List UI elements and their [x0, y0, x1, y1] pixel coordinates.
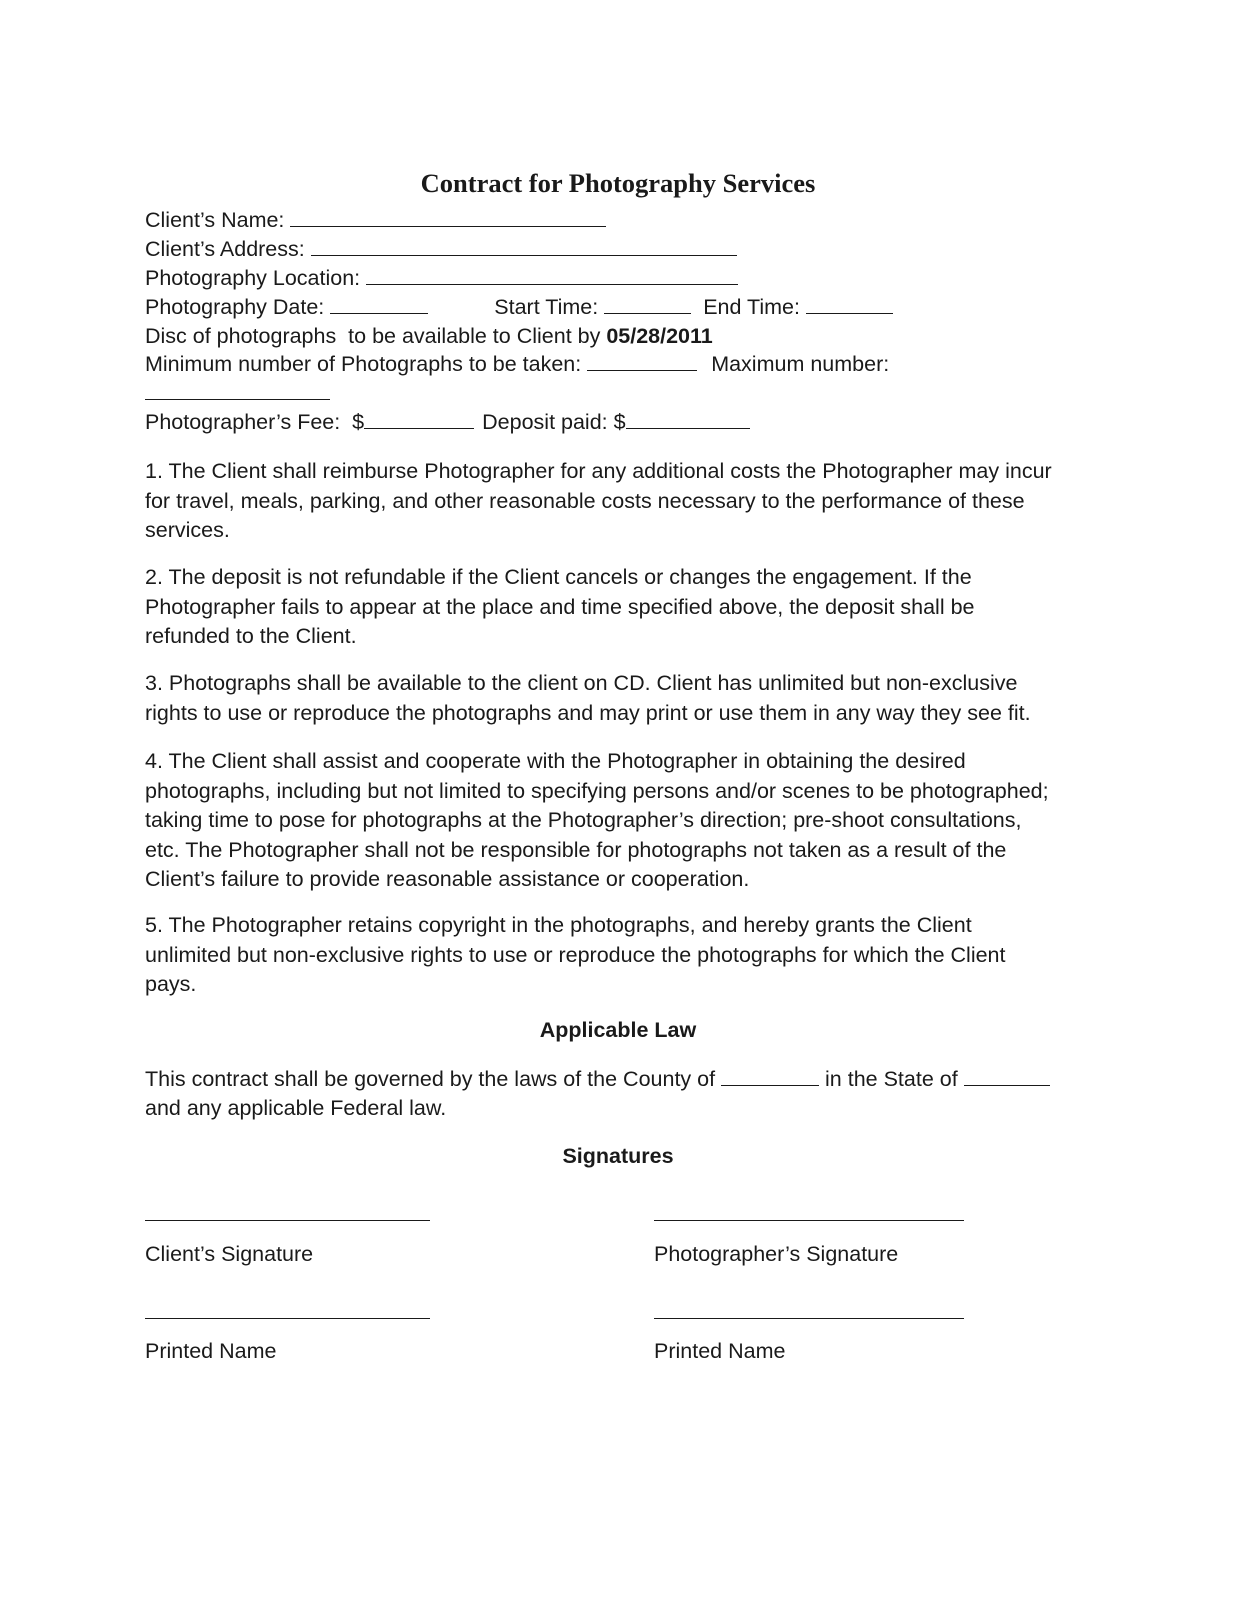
clause-line: for travel, meals, parking, and other reasonable costs necessary to the performance of these [145, 488, 1025, 513]
client-address-row [145, 235, 737, 264]
photographer-signature-line[interactable] [654, 1220, 964, 1221]
applicable-law-heading: Applicable Law [539, 1018, 697, 1042]
document-title: Contract for Photography Services [420, 168, 816, 198]
clause-line: 2. The deposit is not refundable if the Client cancels or changes the engagement. If the [145, 565, 972, 589]
client-signature-label: Client’s Signature [145, 1242, 314, 1266]
photographer-printed-name-line[interactable] [654, 1318, 964, 1319]
client-signature-line[interactable] [145, 1220, 430, 1221]
clause-2 [145, 563, 1095, 652]
clause-line: Photographer fails to appear at the place and time specified above, the deposit shall be [145, 594, 975, 619]
clause-line: refunded to the Client. [145, 624, 357, 648]
clause-line: rights to use or reproduce the photographs and may print or use them in any way they see fit. [145, 700, 1031, 725]
min-photos-label: Minimum number of Photographs to be taken: [145, 352, 588, 376]
disc-label: Disc of photographs to be available to Client by [145, 324, 607, 348]
photography-date-row [145, 293, 893, 322]
photographer-printed-name-label: Printed Name [654, 1339, 786, 1363]
clause-line: pays. [145, 972, 197, 996]
photography-location-label: Photography Location: [145, 266, 367, 290]
clause-line: services. [145, 518, 230, 542]
start-time-blank[interactable] [604, 294, 691, 314]
fee-label: Photographer’s Fee: $ [145, 410, 365, 434]
clause-line: taking time to pose for photographs at the Photographer’s direction; pre-shoot consultations, [145, 808, 1022, 832]
max-number-blank[interactable] [145, 380, 330, 400]
photography-location-row [145, 264, 738, 293]
client-printed-name-label: Printed Name [145, 1339, 277, 1363]
disc-row [145, 322, 713, 351]
clause-5 [145, 911, 1095, 1000]
photography-date-label: Photography Date: [145, 295, 331, 319]
min-photos-blank[interactable] [587, 351, 697, 371]
clause-line: etc. The Photographer shall not be responsible for photographs not taken as a result of the [145, 837, 1007, 862]
clause-1 [145, 457, 1095, 546]
applicable-law-text-1: This contract shall be governed by the laws of the County of [145, 1067, 722, 1091]
photography-location-blank[interactable] [366, 265, 738, 285]
clause-line: photographs, including but not limited to specifying persons and/or scenes to be photographed; [145, 778, 1049, 803]
client-printed-name-line[interactable] [145, 1318, 430, 1319]
applicable-law-line-1 [145, 1065, 1050, 1094]
max-number-label: Maximum number: [711, 352, 890, 376]
start-time-label: Start Time: [494, 295, 605, 319]
fee-row [145, 408, 750, 437]
max-number-row [145, 379, 330, 408]
state-blank[interactable] [964, 1066, 1050, 1086]
county-blank[interactable] [721, 1066, 819, 1086]
client-name-label: Client’s Name: [145, 208, 291, 232]
end-time-blank[interactable] [806, 294, 893, 314]
end-time-label: End Time: [703, 295, 806, 319]
deposit-blank[interactable] [626, 409, 750, 429]
client-name-blank[interactable] [290, 207, 606, 227]
deposit-label: Deposit paid: $ [482, 410, 626, 434]
min-photos-row [145, 350, 889, 379]
photography-date-blank[interactable] [330, 294, 428, 314]
applicable-law-line-2: and any applicable Federal law. [145, 1096, 447, 1120]
signatures-heading: Signatures [562, 1144, 674, 1168]
clause-line: Client’s failure to provide reasonable assistance or cooperation. [145, 867, 750, 891]
clause-line: 1. The Client shall reimburse Photographer for any additional costs the Photographer may incur [145, 459, 1052, 483]
clause-4 [145, 747, 1095, 895]
applicable-law-text-2: in the State of [819, 1067, 964, 1091]
disc-date: 05/28/2011 [606, 324, 713, 348]
client-address-label: Client’s Address: [145, 237, 311, 261]
clause-line: 5. The Photographer retains copyright in the photographs, and hereby grants the Client [145, 913, 972, 937]
clause-line: 3. Photographs shall be available to the client on CD. Client has unlimited but non-exclusive [145, 671, 1018, 695]
clause-line: unlimited but non-exclusive rights to use or reproduce the photographs for which the Client [145, 942, 1006, 967]
clause-line: 4. The Client shall assist and cooperate with the Photographer in obtaining the desired [145, 749, 966, 773]
client-name-row [145, 206, 606, 235]
photographer-signature-label: Photographer’s Signature [654, 1242, 899, 1266]
clause-3 [145, 669, 1095, 728]
client-address-blank[interactable] [311, 236, 737, 256]
fee-blank[interactable] [364, 409, 474, 429]
